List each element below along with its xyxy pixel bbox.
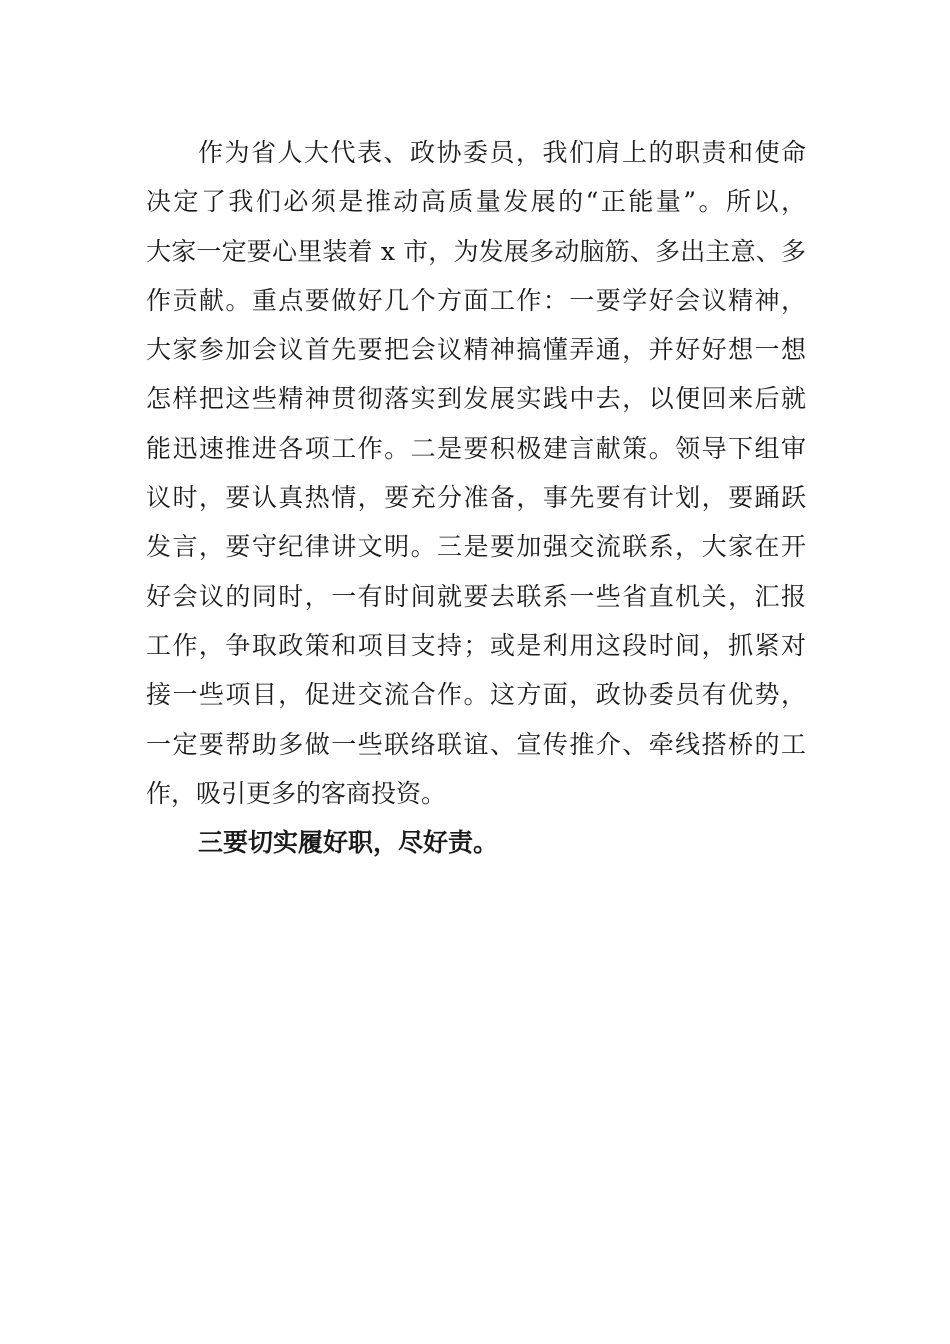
paragraph-line: 作，吸引更多的客商投资。 bbox=[146, 778, 447, 808]
paragraph-line: 议时，要认真热情，要充分准备，事先要有计划，要踊跃 bbox=[146, 483, 806, 513]
paragraph-line: 作为省人大代表、政协委员，我们肩上的职责和使命 bbox=[198, 138, 806, 167]
paragraph-line: 发言，要守纪律讲文明。三是要加强交流联系，大家在开 bbox=[146, 532, 806, 562]
paragraph-line: 决定了我们必须是推动高质量发展的“正能量”。所以， bbox=[146, 187, 806, 217]
body-text bbox=[146, 128, 806, 867]
paragraph-line: 大家参加会议首先要把会议精神搞懂弄通，并好好想一想 bbox=[146, 335, 806, 365]
paragraph-line: 能迅速推进各项工作。二是要积极建言献策。领导下组审 bbox=[146, 433, 806, 463]
paragraph-line: 作贡献。重点要做好几个方面工作：一要学好会议精神， bbox=[146, 285, 806, 315]
paragraph-line: 接一些项目，促进交流合作。这方面，政协委员有优势， bbox=[146, 680, 806, 710]
paragraph-line: 大家一定要心里装着 x 市，为发展多动脑筋、多出主意、多 bbox=[146, 236, 806, 266]
paragraph-line: 好会议的同时，一有时间就要去联系一些省直机关，汇报 bbox=[146, 581, 806, 611]
section-heading: 三要切实履好职，尽好责。 bbox=[198, 828, 499, 858]
paragraph-line: 怎样把这些精神贯彻落实到发展实践中去，以便回来后就 bbox=[146, 384, 806, 414]
paragraph-line: 工作，争取政策和项目支持；或是利用这段时间，抓紧对 bbox=[146, 630, 806, 660]
paragraph-line: 一定要帮助多做一些联络联谊、宣传推介、牵线搭桥的工 bbox=[146, 729, 806, 759]
